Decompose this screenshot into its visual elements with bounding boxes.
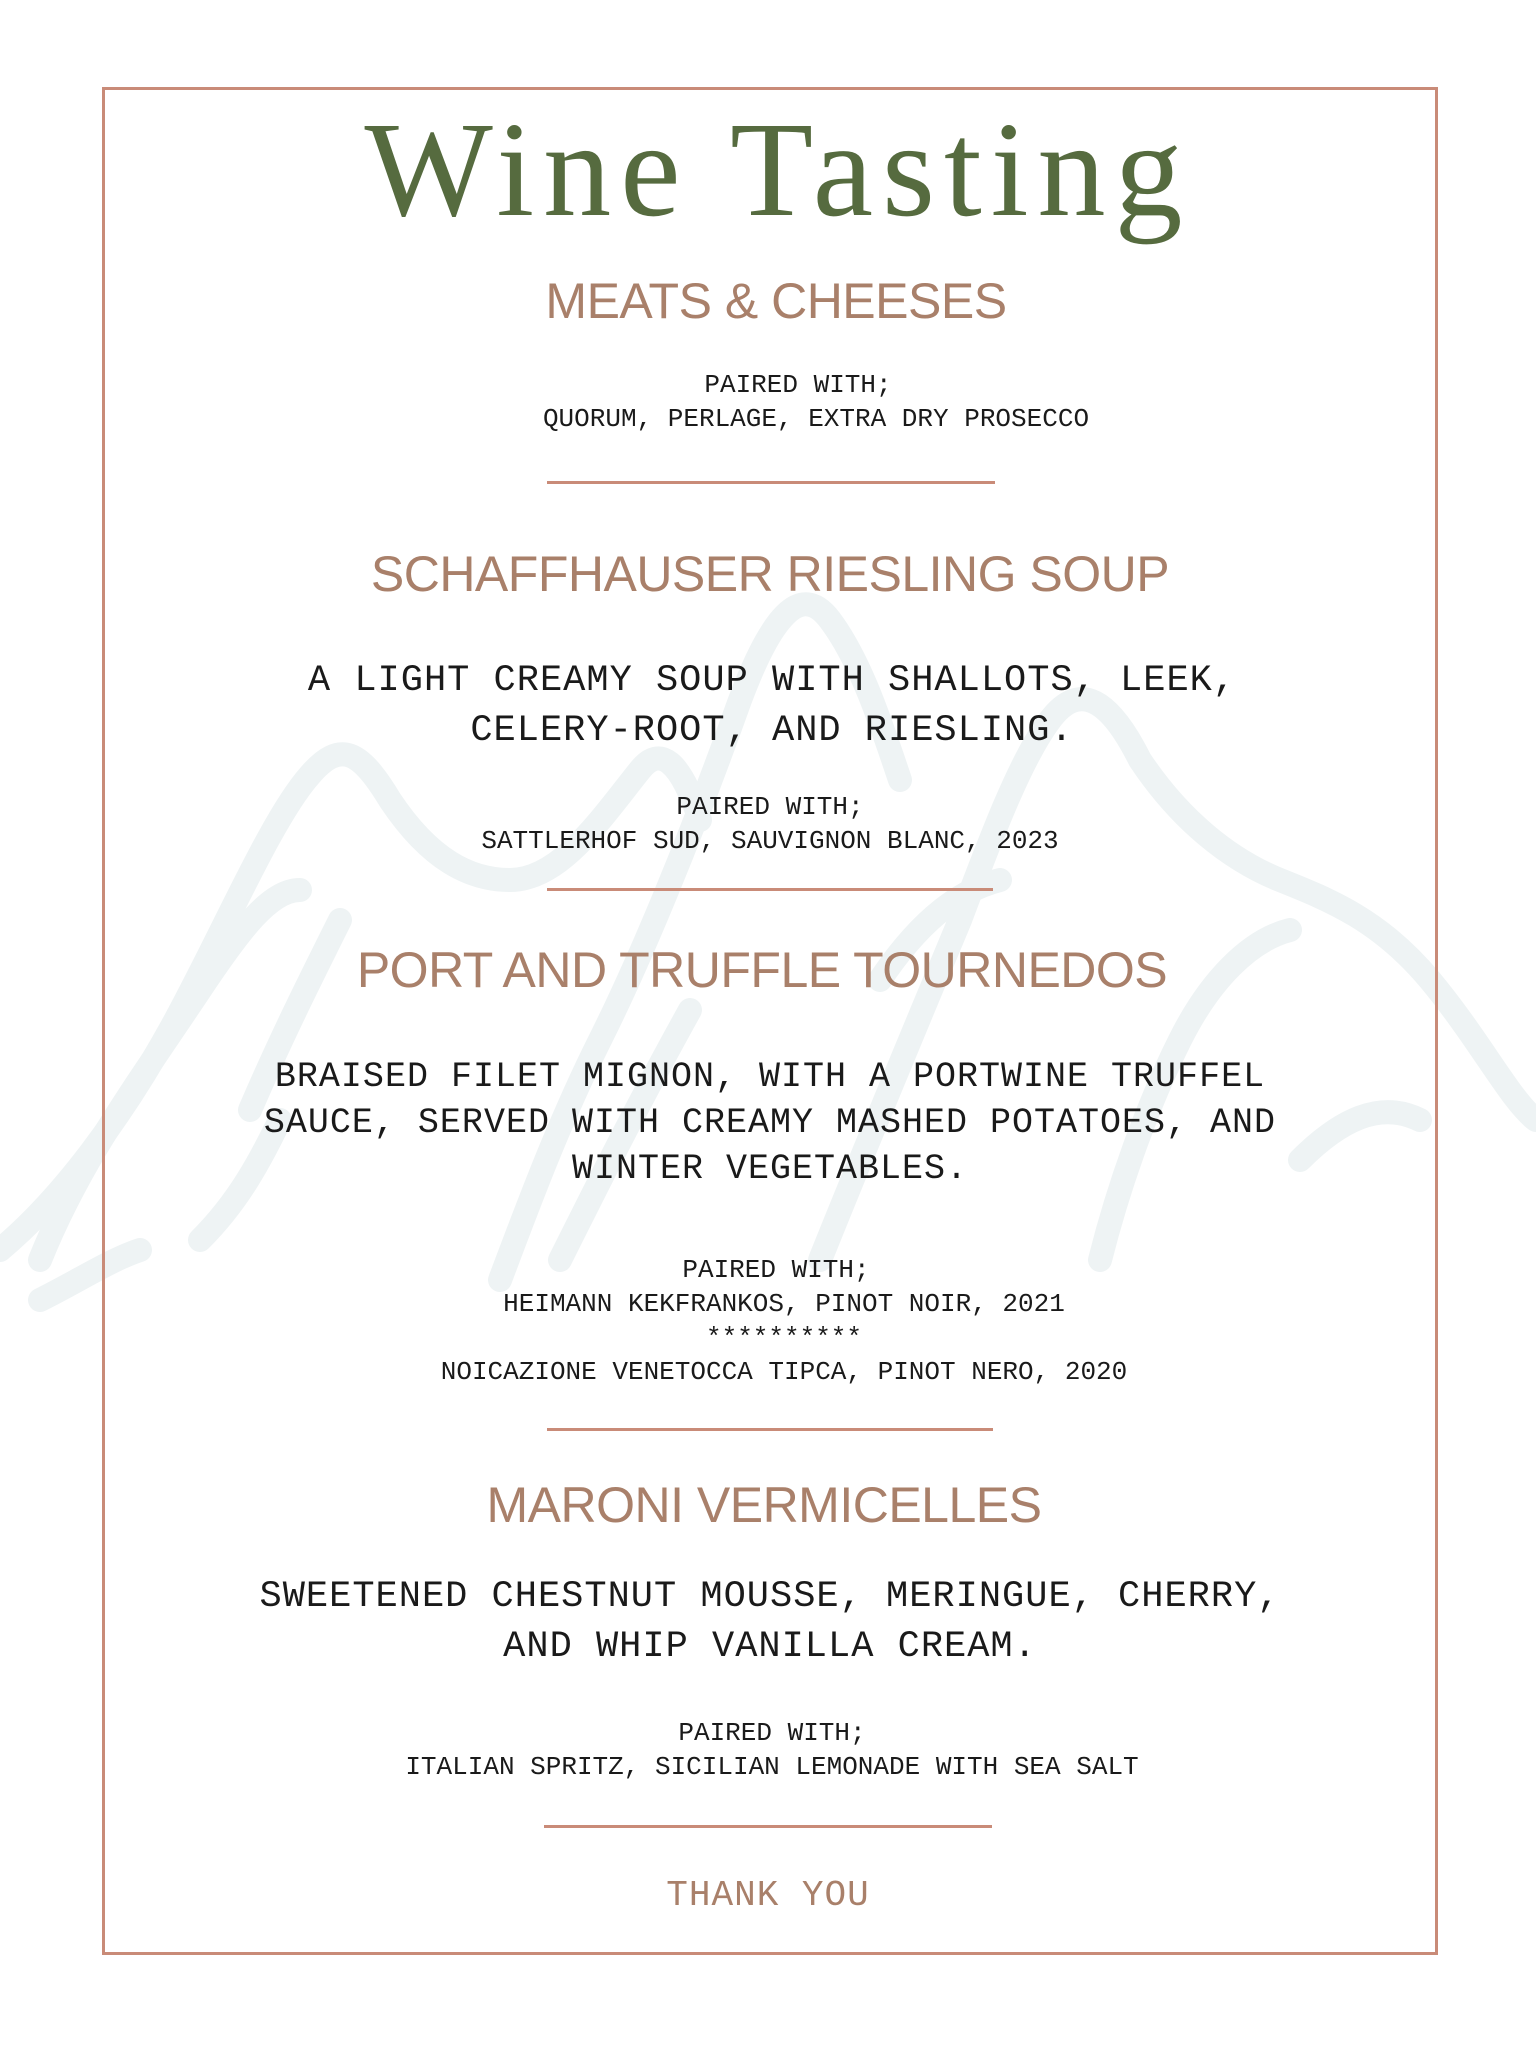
section-divider [544, 1825, 992, 1828]
description-line: SAUCE, SERVED WITH CREAMY MASHED POTATOES, AND [263, 1103, 1277, 1143]
course-title-tournedos: PORT AND TRUFFLE TOURNEDOS [356, 942, 1168, 998]
description-line: AND WHIP VANILLA CREAM. [503, 1626, 1037, 1668]
pairing-label: PAIRED WITH; [678, 1718, 866, 1748]
pairing-wine: NOICAZIONE VENETOCCA TIPCA, PINOT NERO, 2020 [440, 1357, 1128, 1387]
pairing-wine: SATTLERHOF SUD, SAUVIGNON BLANC, 2023 [481, 826, 1059, 856]
section-divider [547, 481, 995, 484]
menu-title: Wine Tasting [364, 95, 1192, 245]
description-line: A LIGHT CREAMY SOUP WITH SHALLOTS, LEEK, [307, 660, 1237, 702]
pairing-wine: ITALIAN SPRITZ, SICILIAN LEMONADE WITH SEA SALT [405, 1752, 1139, 1782]
description-line: BRAISED FILET MIGNON, WITH A PORTWINE TRUFFEL [274, 1057, 1266, 1097]
course-title-maroni-vermicelles: MARONI VERMICELLES [486, 1477, 1042, 1533]
course-description [2, 1572, 1536, 1672]
section-divider [547, 888, 993, 891]
pairing-wine: HEIMANN KEKFRANKOS, PINOT NOIR, 2021 [503, 1289, 1065, 1319]
closing-text: THANK YOU [666, 1875, 870, 1916]
description-line: WINTER VEGETABLES. [571, 1149, 969, 1189]
pairing-separator: ********** [705, 1323, 863, 1353]
pairing-label: PAIRED WITH; [704, 370, 892, 400]
course-title-riesling-soup: SCHAFFHAUSER RIESLING SOUP [370, 546, 1170, 602]
pairing-label: PAIRED WITH; [682, 1255, 870, 1285]
course-title-meats-cheeses: MEATS & CHEESES [545, 273, 1007, 329]
description-line: CELERY-ROOT, AND RIESLING. [470, 710, 1074, 752]
course-description [4, 656, 1536, 756]
section-divider [547, 1428, 993, 1431]
course-description [2, 1054, 1536, 1192]
pairing-label: PAIRED WITH; [676, 792, 864, 822]
description-line: SWEETENED CHESTNUT MOUSSE, MERINGUE, CHERRY, [259, 1576, 1281, 1618]
pairing-wine: QUORUM, PERLAGE, EXTRA DRY PROSECCO [542, 404, 1090, 434]
